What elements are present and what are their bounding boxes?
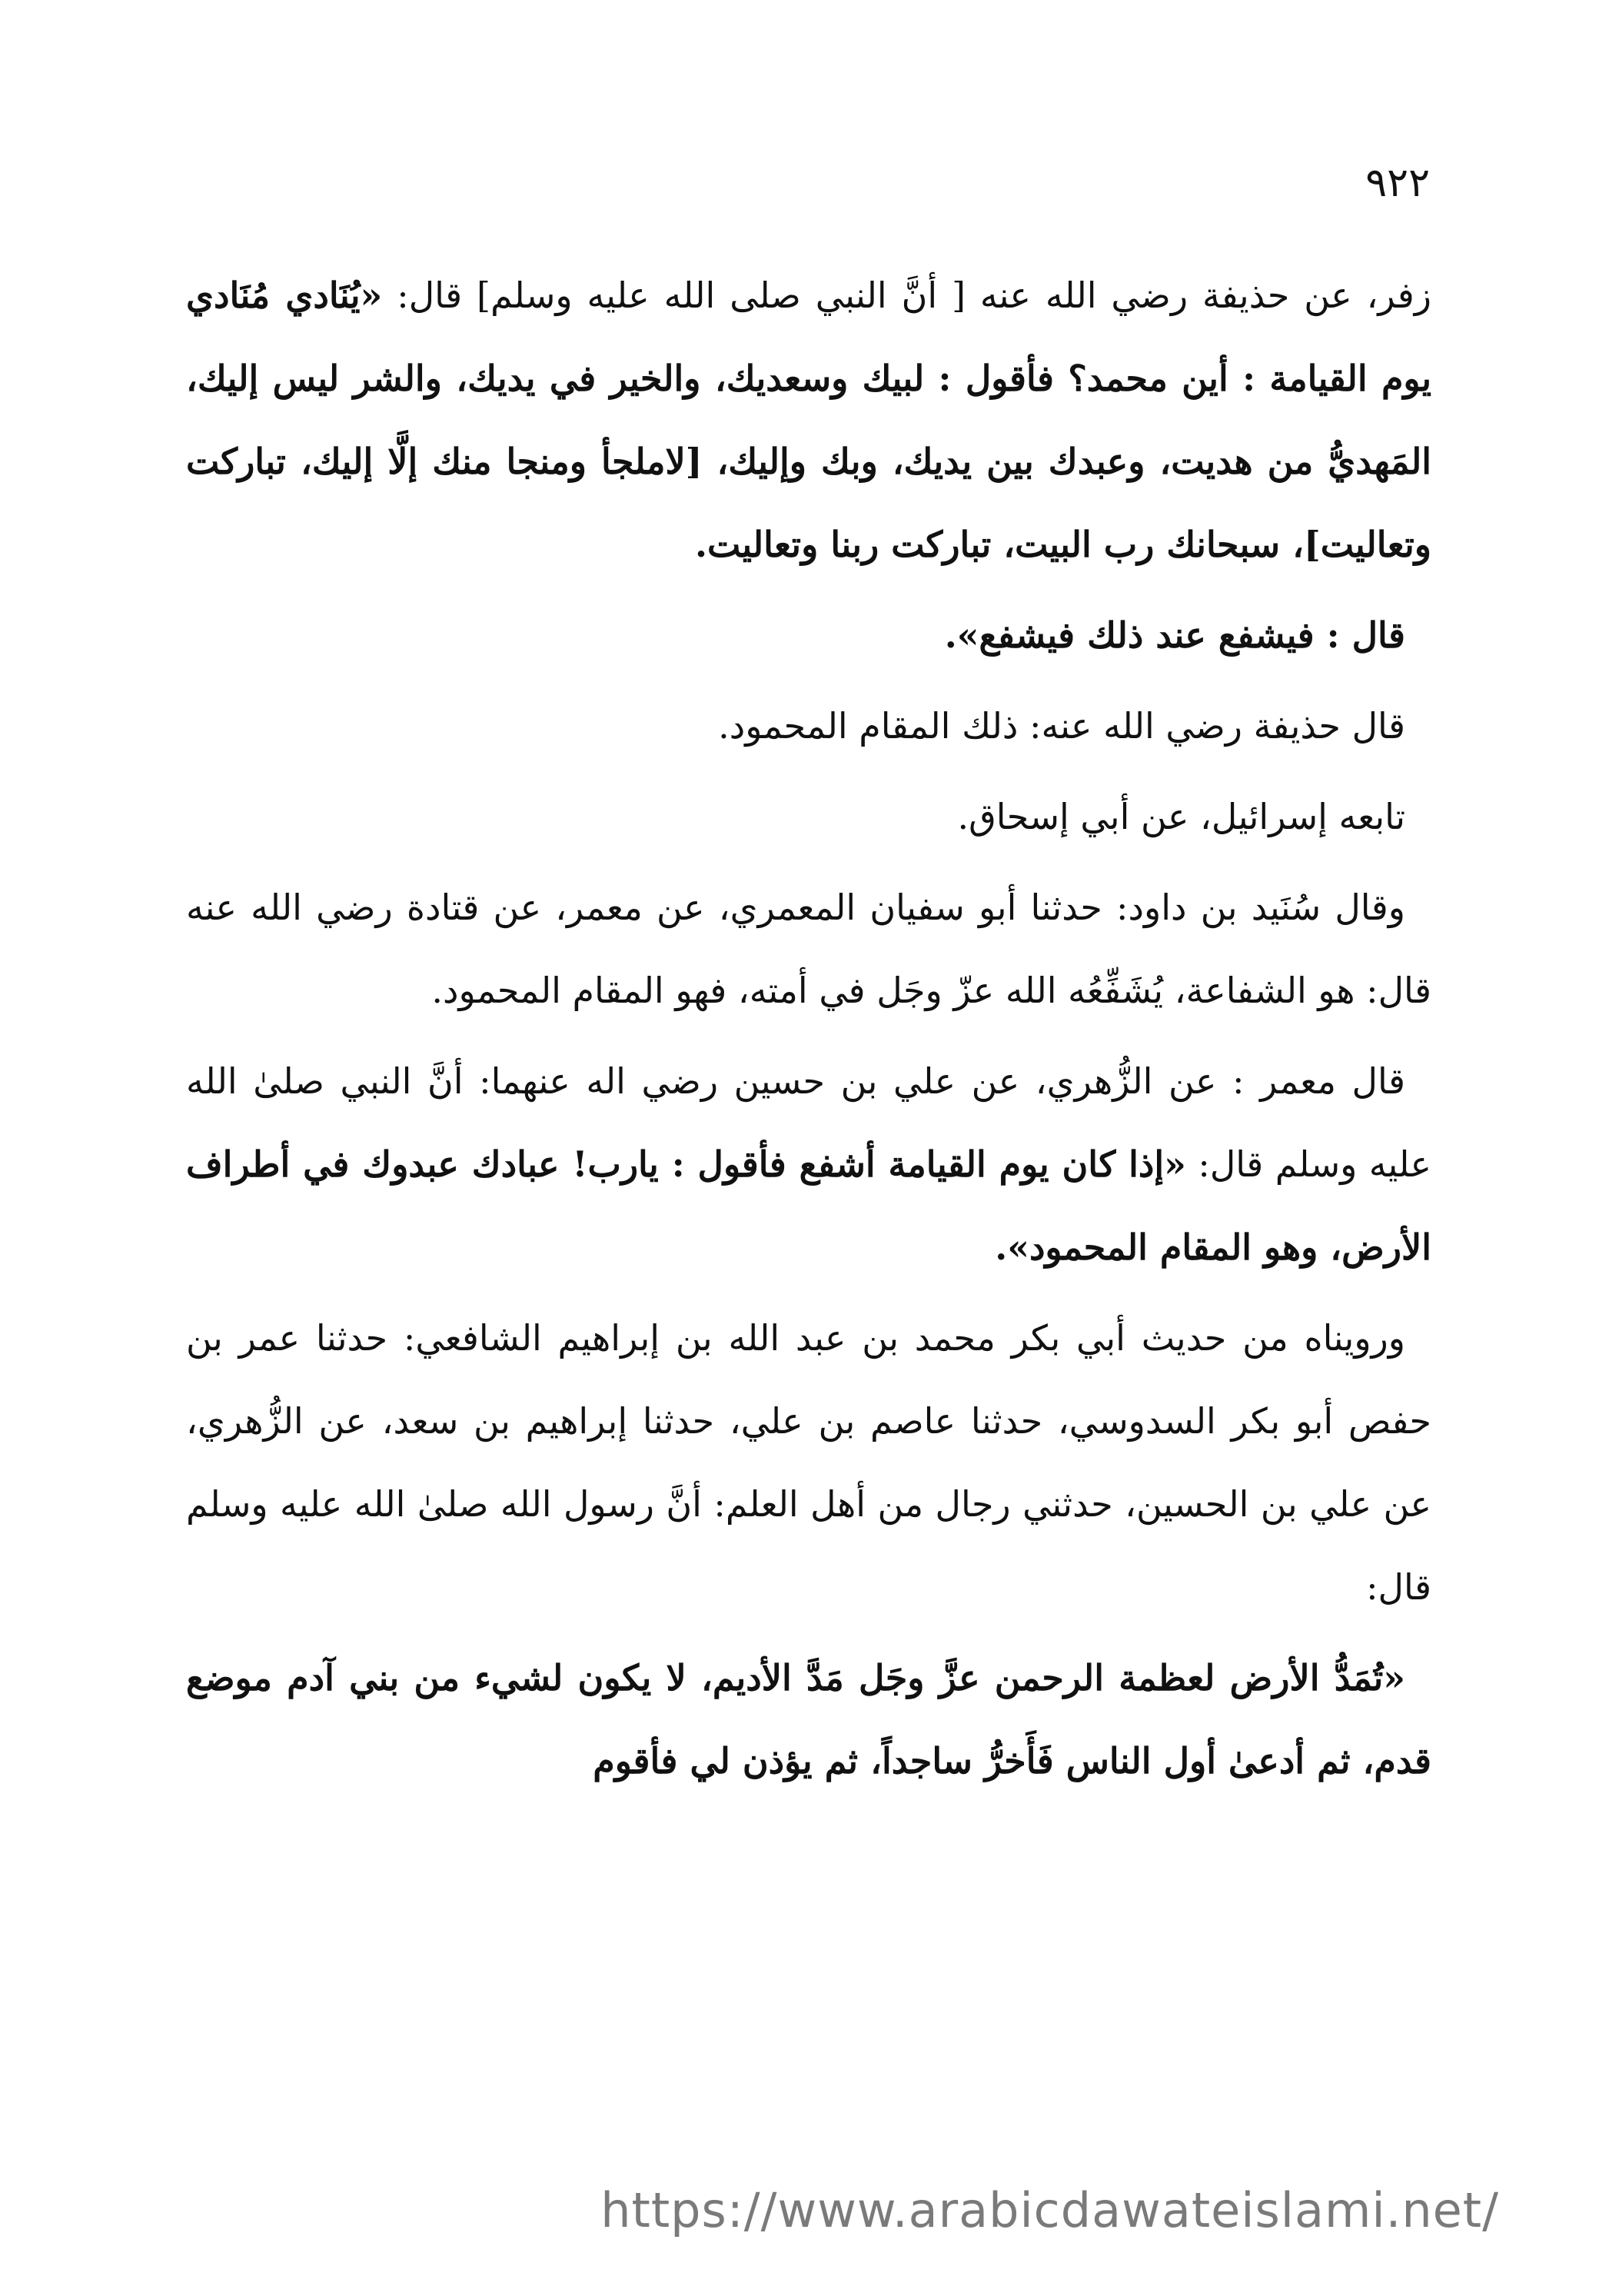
narration-text: قال حذيفة رضي الله عنه: ذلك المقام المحمود. — [718, 705, 1405, 747]
paragraph — [186, 866, 1431, 1032]
paragraph — [186, 1040, 1431, 1289]
hadith-text: قال : فيشفع عند ذلك فيشفع». — [944, 614, 1405, 656]
narration-text: وقال سُنَيد بن داود: حدثنا أبو سفيان المعمري، عن معمر، عن قتادة رضي الله عنه قال: هو الشفاعة، يُشَفِّعُه الله عزّ وجَل في أمته، فهو المقام المحمود. — [186, 887, 1431, 1011]
hadith-text: «إذا كان يوم القيامة أشفع فأقول : يارب! عبادك عبدوك في أطراف الأرض، وهو المقام المحمود». — [186, 1143, 1431, 1268]
page-number: ٩٢٢ — [1365, 160, 1430, 206]
narration-text: تابعه إسرائيل، عن أبي إسحاق. — [957, 796, 1405, 837]
narration-text: قال معمر : عن الزُّهري، عن علي بن حسين رضي اله عنهما: أنَّ النبي صلىٰ الله عليه وسلم قال: — [186, 1060, 1432, 1185]
paragraph — [186, 775, 1431, 858]
page-body — [186, 254, 1431, 1810]
hadith-text: «يُنَادي مُنَادي يوم القيامة : أين محمد؟ فأقول : لبيك وسعديك، والخير في يديك، والشر ليس إليك، المَهديُّ من هديت، وعبدك بين يديك، وبك وإليك، [لاملجأ ومنجا منك إلَّا إليك، تباركت وتعاليت]، سبحانك رب البيت، تباركت ربنا وتعاليت. — [186, 275, 1431, 565]
paragraph — [186, 254, 1431, 586]
paragraph — [186, 684, 1431, 767]
hadith-text: «تُمَدُّ الأرض لعظمة الرحمن عزَّ وجَل مَدَّ الأديم، لا يكون لشيء من بني آدم موضع قدم، ثم أدعىٰ أول الناس فَأَخرُّ ساجداً، ثم يؤذن لي فأقوم — [186, 1657, 1431, 1782]
paragraph — [186, 1296, 1431, 1629]
narration-text: زفر، عن حذيفة رضي الله عنه [ أنَّ النبي صلى الله عليه وسلم] قال: — [382, 275, 1432, 316]
watermark-url: https://www.arabicdawateislami.net/ — [600, 2182, 1499, 2238]
paragraph — [186, 1636, 1431, 1802]
paragraph — [186, 594, 1431, 677]
narration-text: ورويناه من حديث أبي بكر محمد بن عبد الله بن إبراهيم الشافعي: حدثنا عمر بن حفص أبو بكر السدوسي، حدثنا عاصم بن علي، حدثنا إبراهيم بن سعد، عن الزُّهري، عن علي بن الحسين، حدثني رجال من أهل العلم: أنَّ رسول الله صلىٰ الله عليه وسلم قال: — [186, 1317, 1431, 1608]
